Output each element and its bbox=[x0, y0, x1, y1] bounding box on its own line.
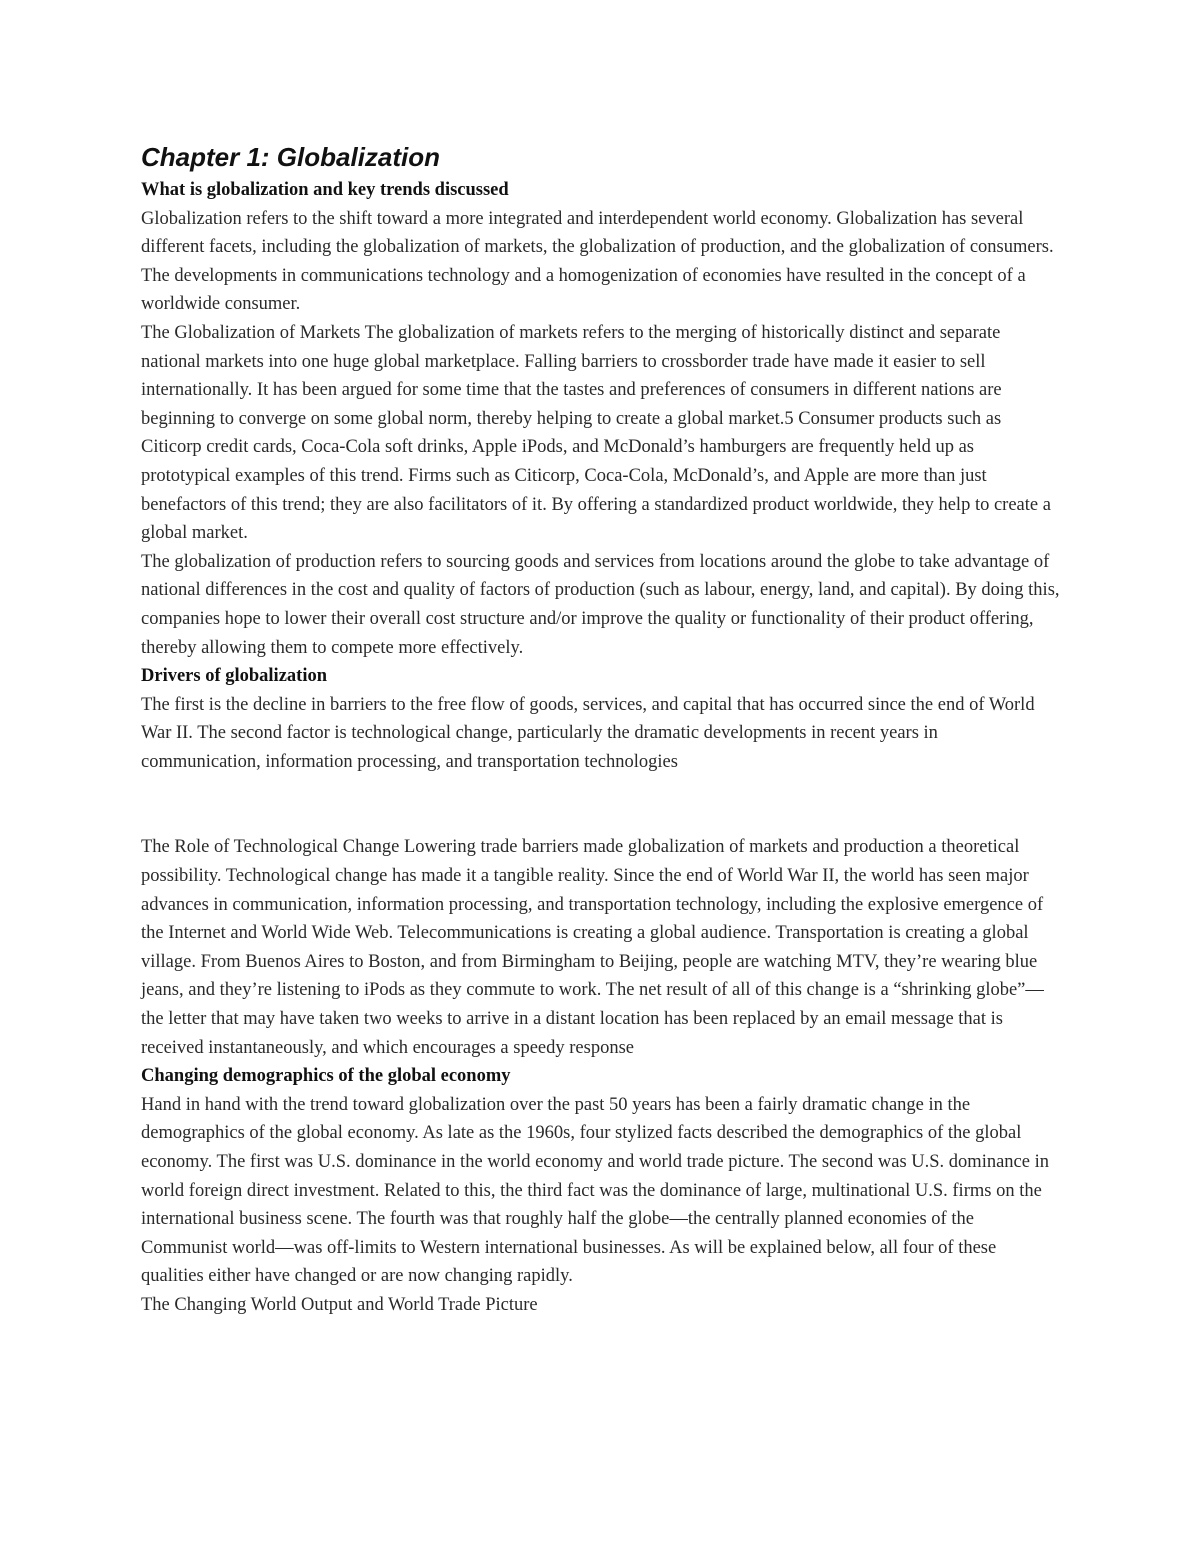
paragraph-drivers: The first is the decline in barriers to the free flow of goods, services, and capital that has occurred since the end of World War II. The second factor is technological change, particularly the dramatic developments in recent years in communication, information processing, and transportation technologies bbox=[141, 694, 1035, 772]
paragraph-globalization-of-markets: The Globalization of Markets The globalization of markets refers to the merging of historically distinct and separate national markets into one huge global marketplace. Falling barriers to crossborder trade have made it easier to sell internationally. It has been argued for some time that the tastes and preferences of consumers in different nations are beginning to converge on some global norm, thereby helping to create a global market.5 Consumer products such as Citicorp credit cards, Coca-Cola soft drinks, Apple iPods, and McDonald’s hamburgers are frequently held up as prototypical examples of this trend. Firms such as Citicorp, Coca-Cola, McDonald’s, and Apple are more than just benefactors of this trend; they are also facilitators of it. By offering a standardized product worldwide, they help to create a global market. bbox=[141, 322, 1051, 544]
paragraph-globalization-of-production: The globalization of production refers to sourcing goods and services from locations around the globe to take advantage of national differences in the cost and quality of factors of production (such as labour, energy, land, and capital). By doing this, companies hope to lower their overall cost structure and/or improve the quality or functionality of their product offering, thereby allowing them to compete more effectively. bbox=[141, 551, 1060, 658]
paragraph-technological-change: The Role of Technological Change Lowering trade barriers made globalization of markets and production a theoretical possibility. Technological change has made it a tangible reality. Since the end of World War II, the world has seen major advances in communication, information processing, and transportation technology, including the explosive emergence of the Internet and World Wide Web. Telecommunications is creating a global audience. Transportation is creating a global village. From Buenos Aires to Boston, and from Birmingham to Beijing, people are watching MTV, they’re wearing blue jeans, and they’re listening to iPods as they commute to work. The net result of all of this change is a “shrinking globe”—the letter that may have taken two weeks to arrive in a distant location has been replaced by an email message that is received instantaneously, and which encourages a speedy response bbox=[141, 837, 1044, 1058]
section-heading-drivers: Drivers of globalization bbox=[141, 666, 328, 687]
paragraph-globalization-definition: Globalization refers to the shift toward a more integrated and interdependent world economy. Globalization has several different facets, including the globalization of markets, the globalization of production, and the globalization of consumers. The developments in communications technology and a homogenization of economies have resulted in the concept of a worldwide consumer. bbox=[141, 208, 1054, 315]
paragraph-world-output-heading: The Changing World Output and World Trade Picture bbox=[141, 1294, 538, 1315]
paragraph-demographics: Hand in hand with the trend toward globalization over the past 50 years has been a fairly dramatic change in the demographics of the global economy. As late as the 1960s, four stylized facts described the demographics of the global economy. The first was U.S. dominance in the world economy and world trade picture. The second was U.S. dominance in world foreign direct investment. Related to this, the third fact was the dominance of large, multinational U.S. firms on the international business scene. The fourth was that roughly half the globe—the centrally planned economies of the Communist world—was off-limits to Western international businesses. As will be explained below, all four of these qualities either have changed or are now changing rapidly. bbox=[141, 1094, 1049, 1287]
document-page bbox=[141, 140, 1061, 1320]
chapter-title: Chapter 1: Globalization bbox=[141, 142, 441, 172]
section-heading-what-is-globalization: What is globalization and key trends discussed bbox=[141, 180, 509, 200]
blank-space bbox=[141, 776, 1061, 833]
section-heading-demographics: Changing demographics of the global economy bbox=[141, 1066, 511, 1087]
